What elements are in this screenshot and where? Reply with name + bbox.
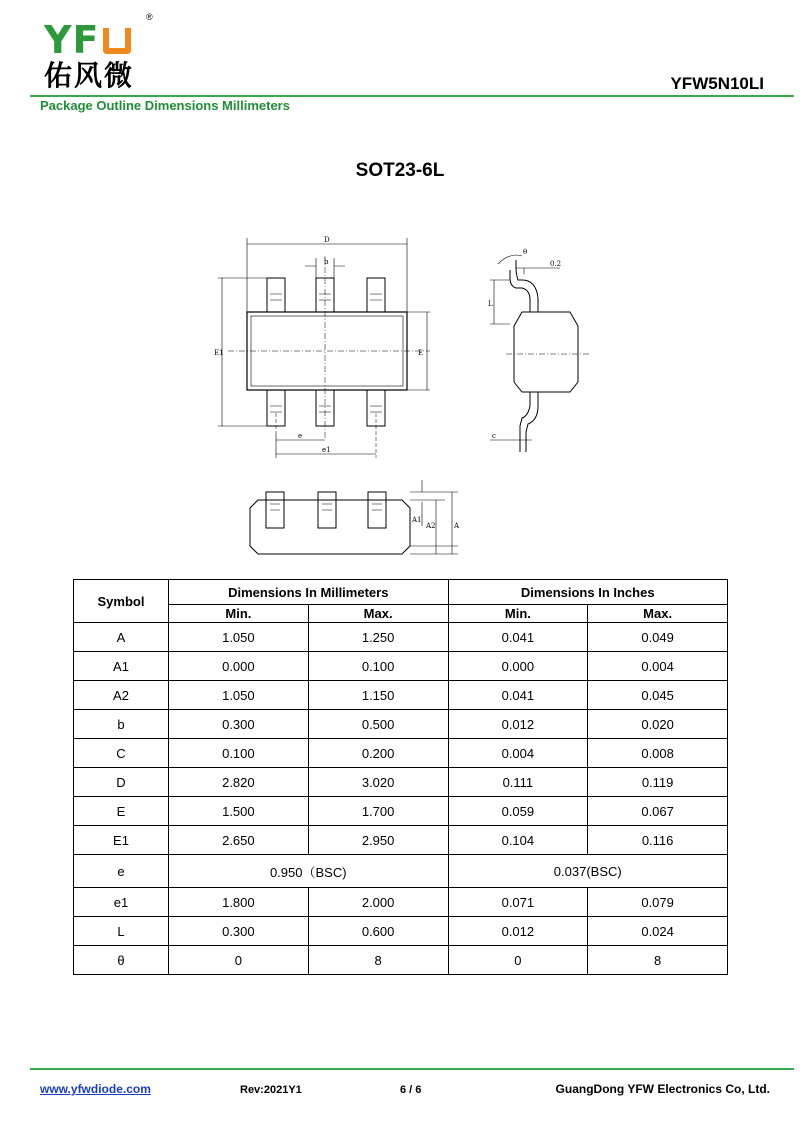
cell-in-bsc: 0.037(BSC): [448, 855, 728, 888]
cell-in-min: 0.041: [448, 681, 588, 710]
cell-in-min: 0: [448, 946, 588, 975]
label-E: E: [418, 349, 424, 357]
cell-in-max: 0.045: [588, 681, 728, 710]
cell-mm-max: 0.100: [308, 652, 448, 681]
symbol-header: Symbol: [74, 580, 169, 623]
cell-in-min: 0.041: [448, 623, 588, 652]
table-row: [74, 855, 728, 888]
cell-symbol: C: [74, 739, 169, 768]
label-D: D: [324, 236, 330, 244]
cell-mm-min: 1.050: [169, 623, 309, 652]
cell-mm-min: 0.300: [169, 917, 309, 946]
cell-symbol: θ: [74, 946, 169, 975]
cell-mm-max: 1.700: [308, 797, 448, 826]
cell-symbol: A: [74, 623, 169, 652]
cell-in-max: 0.008: [588, 739, 728, 768]
cell-mm-min: 0.100: [169, 739, 309, 768]
cell-symbol: E1: [74, 826, 169, 855]
table-row: [74, 917, 728, 946]
in-min-header: Min.: [448, 605, 588, 623]
cell-mm-max: 0.200: [308, 739, 448, 768]
dimensions-table: [73, 579, 728, 975]
table-row: [74, 946, 728, 975]
cell-mm-max: 0.500: [308, 710, 448, 739]
cell-in-min: 0.111: [448, 768, 588, 797]
cell-mm-min: 2.650: [169, 826, 309, 855]
revision: Rev:2021Y1: [240, 1084, 302, 1096]
logo: [44, 20, 131, 60]
table-row: [74, 888, 728, 917]
cell-in-max: 0.049: [588, 623, 728, 652]
page-number: 6 / 6: [400, 1084, 422, 1096]
table-row: [74, 768, 728, 797]
label-gauge-plane: 0.2: [550, 260, 562, 268]
cell-mm-min: 1.050: [169, 681, 309, 710]
cell-in-max: 0.079: [588, 888, 728, 917]
cell-mm-min: 1.500: [169, 797, 309, 826]
logo-chinese-name: 佑风微: [44, 59, 135, 92]
label-A: A: [454, 522, 460, 530]
label-e: e: [298, 432, 303, 440]
table-row: [74, 623, 728, 652]
footer-rule: [30, 1068, 794, 1070]
cell-mm-min: 2.820: [169, 768, 309, 797]
logo-u-mark: [103, 28, 131, 54]
cell-symbol: A1: [74, 652, 169, 681]
package-title: SOT23-6L: [355, 160, 445, 181]
label-e1: e1: [322, 446, 331, 454]
cell-in-max: 0.004: [588, 652, 728, 681]
cell-symbol: e1: [74, 888, 169, 917]
cell-in-min: 0.104: [448, 826, 588, 855]
in-max-header: Max.: [588, 605, 728, 623]
cell-in-min: 0.012: [448, 917, 588, 946]
cell-mm-max: 1.250: [308, 623, 448, 652]
cell-in-max: 0.067: [588, 797, 728, 826]
cell-mm-max: 3.020: [308, 768, 448, 797]
label-theta: θ: [523, 248, 528, 256]
cell-in-max: 0.119: [588, 768, 728, 797]
cell-in-min: 0.071: [448, 888, 588, 917]
cell-mm-max: 0.600: [308, 917, 448, 946]
table-row: [74, 826, 728, 855]
cell-mm-min: 0.300: [169, 710, 309, 739]
label-b: b: [324, 258, 329, 266]
label-E1: E1: [214, 349, 224, 357]
inch-header: Dimensions In Inches: [448, 580, 728, 605]
cell-symbol: E: [74, 797, 169, 826]
cell-in-max: 8: [588, 946, 728, 975]
cell-in-min: 0.059: [448, 797, 588, 826]
cell-symbol: e: [74, 855, 169, 888]
model-number: YFW5N10LI: [670, 74, 764, 93]
cell-mm-min: 0: [169, 946, 309, 975]
cell-mm-max: 1.150: [308, 681, 448, 710]
side-view-drawing: [480, 240, 600, 460]
cell-symbol: b: [74, 710, 169, 739]
cell-mm-min: 1.800: [169, 888, 309, 917]
cell-mm-max: 8: [308, 946, 448, 975]
cell-mm-bsc: 0.950（BSC): [169, 855, 449, 888]
cell-in-min: 0.004: [448, 739, 588, 768]
table-row: [74, 710, 728, 739]
header-rule: [30, 95, 794, 97]
section-subtitle: Package Outline Dimensions Millimeters: [40, 98, 290, 113]
label-L: L: [488, 300, 493, 308]
cell-in-min: 0.000: [448, 652, 588, 681]
label-A1: A1: [412, 516, 422, 524]
company-name: GuangDong YFW Electronics Co, Ltd.: [555, 1082, 770, 1096]
cell-symbol: D: [74, 768, 169, 797]
cell-mm-max: 2.000: [308, 888, 448, 917]
mm-min-header: Min.: [169, 605, 309, 623]
table-row: [74, 681, 728, 710]
cell-in-min: 0.012: [448, 710, 588, 739]
logo-letters: YF: [44, 18, 100, 62]
registered-mark: ®: [146, 12, 153, 22]
table-row: [74, 739, 728, 768]
table-row: [74, 652, 728, 681]
cell-symbol: A2: [74, 681, 169, 710]
website-link[interactable]: www.yfwdiode.com: [40, 1082, 151, 1096]
cell-in-max: 0.116: [588, 826, 728, 855]
cell-in-max: 0.024: [588, 917, 728, 946]
front-view-drawing: [240, 474, 470, 564]
top-view-drawing: [210, 228, 440, 460]
mm-max-header: Max.: [308, 605, 448, 623]
mm-header: Dimensions In Millimeters: [169, 580, 449, 605]
cell-mm-max: 2.950: [308, 826, 448, 855]
label-A2: A2: [426, 522, 436, 530]
cell-mm-min: 0.000: [169, 652, 309, 681]
cell-symbol: L: [74, 917, 169, 946]
table-row: [74, 797, 728, 826]
cell-in-max: 0.020: [588, 710, 728, 739]
label-c: c: [492, 432, 496, 440]
